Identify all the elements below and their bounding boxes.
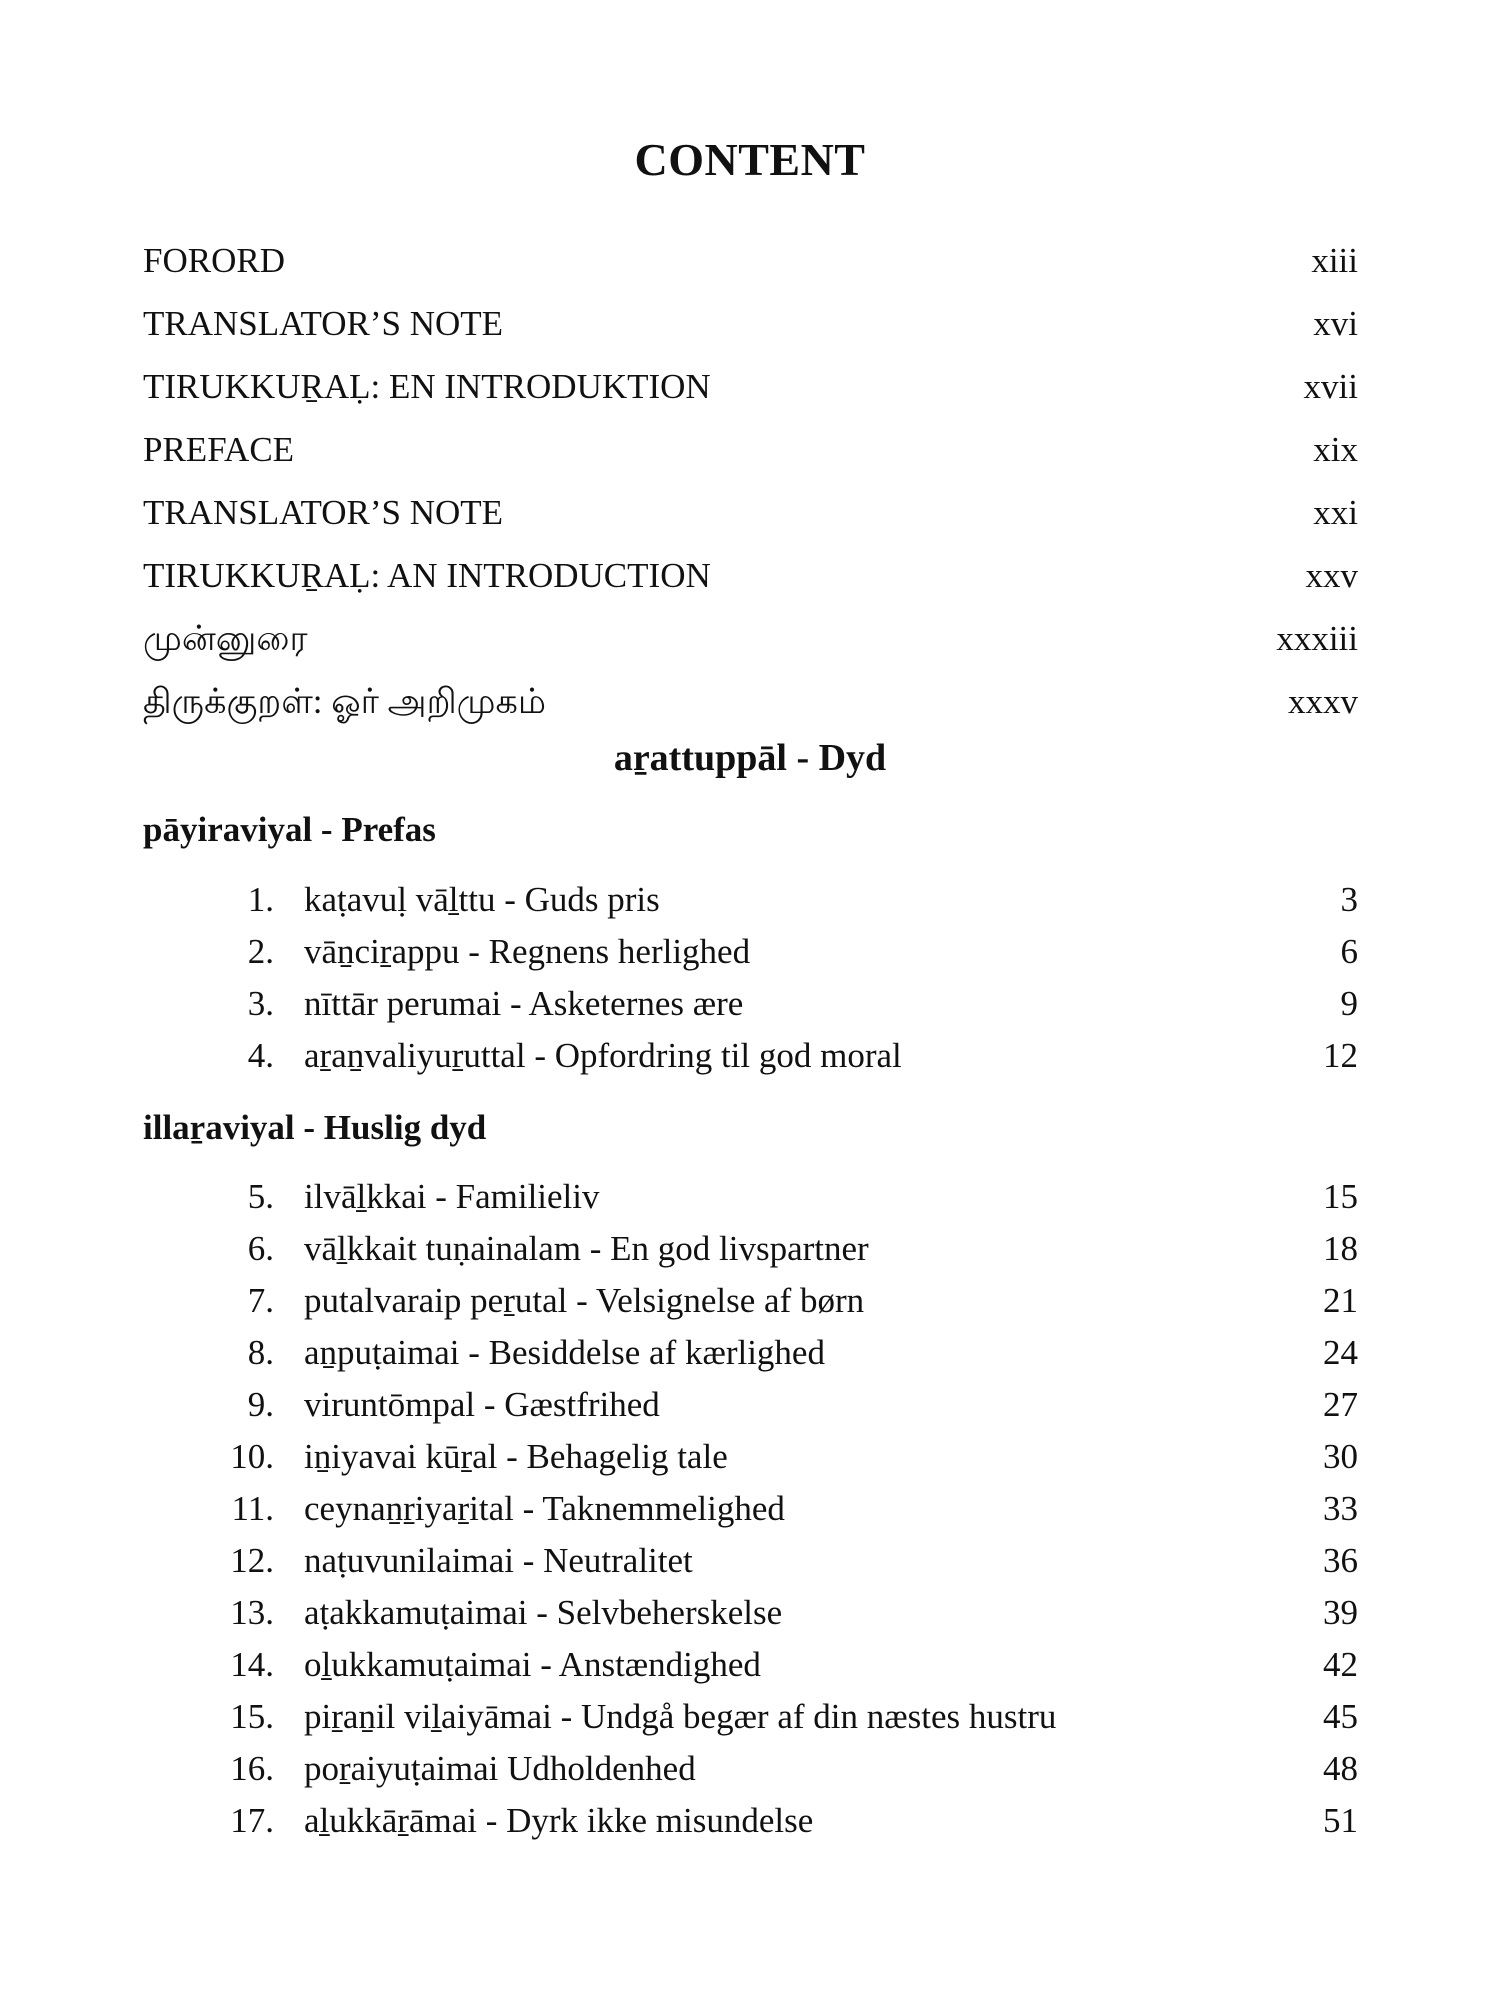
entry-label: முன்னுரை bbox=[143, 619, 308, 658]
chapter-title: kaṭavuḷ vāḻttu - Guds pris bbox=[304, 880, 660, 919]
entry-page: xix bbox=[1313, 430, 1358, 469]
chapter-page: 27 bbox=[1323, 1385, 1358, 1424]
chapter-number: 8. bbox=[247, 1333, 274, 1372]
entry-label: திருக்குறள்: ஓர் அறிமுகம் bbox=[143, 682, 547, 721]
entry-label: TRANSLATOR’S NOTE bbox=[143, 304, 504, 343]
chapter-title: naṭuvunilaimai - Neutralitet bbox=[304, 1541, 693, 1580]
entry-label: TRANSLATOR’S NOTE bbox=[143, 493, 504, 532]
chapter-title: iṉiyavai kūṟal - Behagelig tale bbox=[304, 1437, 728, 1476]
chapter-number: 10. bbox=[230, 1437, 274, 1476]
chapter-row[interactable] bbox=[210, 1380, 1358, 1430]
chapter-title: vāḻkkait tuṇainalam - En god livspartner bbox=[304, 1229, 869, 1268]
chapter-page: 48 bbox=[1323, 1749, 1358, 1788]
entry-label: TIRUKKUṞAḶ: AN INTRODUCTION bbox=[143, 556, 711, 595]
chapter-row[interactable] bbox=[210, 1484, 1358, 1534]
chapter-number: 3. bbox=[247, 984, 274, 1023]
chapter-page: 18 bbox=[1323, 1229, 1358, 1268]
chapter-page: 15 bbox=[1323, 1177, 1358, 1216]
chapter-row[interactable] bbox=[210, 1640, 1358, 1690]
chapter-number: 14. bbox=[230, 1645, 274, 1684]
chapter-title: nīttār perumai - Asketernes ære bbox=[304, 984, 744, 1023]
chapter-number: 9. bbox=[247, 1385, 274, 1424]
chapter-number: 15. bbox=[230, 1697, 274, 1736]
chapter-number: 16. bbox=[230, 1749, 274, 1788]
chapter-title: poṟaiyuṭaimai Udholdenhed bbox=[304, 1749, 696, 1788]
chapter-row[interactable] bbox=[210, 1328, 1358, 1378]
toc-entry-preface[interactable] bbox=[143, 425, 1358, 475]
toc-entry-an-introduction[interactable] bbox=[143, 551, 1358, 601]
toc-entry-translators-note[interactable] bbox=[143, 299, 1358, 349]
chapter-number: 11. bbox=[231, 1489, 274, 1528]
chapter-row[interactable] bbox=[210, 1172, 1358, 1222]
chapter-row[interactable] bbox=[210, 927, 1358, 977]
chapter-page: 51 bbox=[1323, 1801, 1358, 1840]
chapter-number: 17. bbox=[230, 1801, 274, 1840]
chapter-title: aṭakkamuṭaimai - Selvbeherskelse bbox=[304, 1593, 783, 1632]
chapter-page: 12 bbox=[1323, 1036, 1358, 1075]
chapter-row[interactable] bbox=[210, 1588, 1358, 1638]
chapter-page: 3 bbox=[1340, 880, 1358, 919]
chapter-page: 39 bbox=[1323, 1593, 1358, 1632]
chapter-page: 45 bbox=[1323, 1697, 1358, 1736]
chapter-page: 9 bbox=[1340, 984, 1358, 1023]
chapter-title: vāṉciṟappu - Regnens herlighed bbox=[304, 932, 751, 971]
chapter-title: aṉpuṭaimai - Besiddelse af kærlighed bbox=[304, 1333, 825, 1372]
chapter-title: oḻukkamuṭaimai - Anstændighed bbox=[304, 1645, 761, 1684]
chapter-page: 24 bbox=[1323, 1333, 1358, 1372]
chapter-title: viruntōmpal - Gæstfrihed bbox=[304, 1385, 660, 1424]
entry-page: xvii bbox=[1303, 367, 1358, 406]
section-heading: illaṟaviyal - Huslig dyd bbox=[143, 1108, 487, 1147]
toc-entry-munnurai[interactable] bbox=[143, 614, 1358, 664]
chapter-row[interactable] bbox=[210, 1276, 1358, 1326]
chapter-row[interactable] bbox=[210, 1692, 1358, 1742]
toc-entry-forord[interactable] bbox=[143, 236, 1358, 286]
entry-page: xxxv bbox=[1288, 682, 1358, 721]
chapter-page: 6 bbox=[1340, 932, 1358, 971]
entry-page: xiii bbox=[1311, 241, 1358, 280]
chapter-row[interactable] bbox=[210, 1031, 1358, 1081]
chapter-number: 4. bbox=[247, 1036, 274, 1075]
section-heading: pāyiraviyal - Prefas bbox=[143, 810, 436, 849]
toc-entry-en-introduktion[interactable] bbox=[143, 362, 1358, 412]
chapter-row[interactable] bbox=[210, 979, 1358, 1029]
toc-entry-translators-note-2[interactable] bbox=[143, 488, 1358, 538]
chapter-row[interactable] bbox=[210, 1744, 1358, 1794]
chapter-title: aṟaṉvaliyuṟuttal - Opfordring til god moral bbox=[304, 1036, 902, 1075]
chapter-row[interactable] bbox=[210, 1432, 1358, 1482]
chapter-number: 13. bbox=[230, 1593, 274, 1632]
chapter-title: ilvāḻkkai - Familieliv bbox=[304, 1177, 600, 1216]
chapter-row[interactable] bbox=[210, 1536, 1358, 1586]
entry-page: xxxiii bbox=[1276, 619, 1358, 658]
chapter-number: 1. bbox=[247, 880, 274, 919]
chapter-row[interactable] bbox=[210, 1796, 1358, 1846]
chapter-title: piṟaṉil viḻaiyāmai - Undgå begær af din næstes hustru bbox=[304, 1697, 1057, 1736]
entry-page: xvi bbox=[1313, 304, 1358, 343]
chapter-row[interactable] bbox=[210, 1224, 1358, 1274]
toc-entry-tamil-introduction[interactable] bbox=[143, 677, 1358, 727]
entry-label: TIRUKKUṞAḶ: EN INTRODUKTION bbox=[143, 367, 711, 406]
entry-label: PREFACE bbox=[143, 430, 295, 469]
chapter-page: 33 bbox=[1323, 1489, 1358, 1528]
chapter-page: 42 bbox=[1323, 1645, 1358, 1684]
chapter-title: putalvaraip peṟutal - Velsignelse af børn bbox=[304, 1281, 865, 1320]
chapter-page: 30 bbox=[1323, 1437, 1358, 1476]
chapter-number: 5. bbox=[247, 1177, 274, 1216]
chapter-title: aḻukkāṟāmai - Dyrk ikke misundelse bbox=[304, 1801, 814, 1840]
entry-page: xxv bbox=[1305, 556, 1358, 595]
chapter-page: 36 bbox=[1323, 1541, 1358, 1580]
chapter-number: 2. bbox=[247, 932, 274, 971]
entry-label: FORORD bbox=[143, 241, 285, 280]
part-heading: aṟattuppāl - Dyd bbox=[613, 737, 887, 779]
chapter-number: 6. bbox=[247, 1229, 274, 1268]
chapter-title: ceynaṉṟiyaṟital - Taknemmelighed bbox=[304, 1489, 785, 1528]
entry-page: xxi bbox=[1313, 493, 1358, 532]
chapter-page: 21 bbox=[1323, 1281, 1358, 1320]
chapter-row[interactable] bbox=[210, 875, 1358, 925]
page-title: CONTENT bbox=[634, 134, 866, 185]
chapter-number: 7. bbox=[247, 1281, 274, 1320]
chapter-number: 12. bbox=[230, 1541, 274, 1580]
